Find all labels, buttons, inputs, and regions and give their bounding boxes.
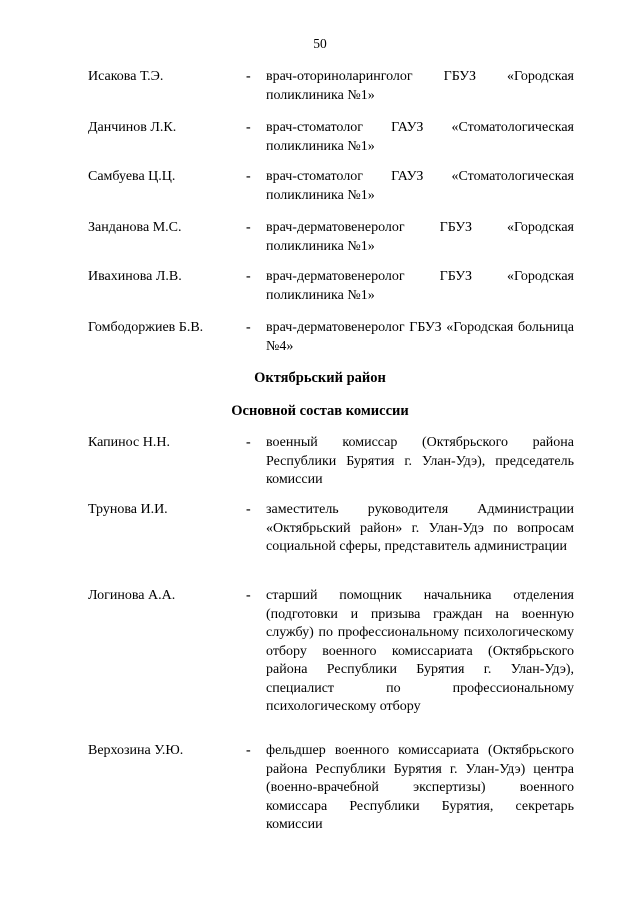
member-name: Трунова И.И.: [88, 502, 168, 517]
list-item: [88, 219, 574, 256]
list-item: [88, 587, 574, 717]
member-position: старший помощник начальника отделения (подготовки и призыва граждан на военную службу) по профессиональному психологическому отбору военного комиссариата (Октябрьского района Республики Бурятия г. Улан-Удэ), специалист по профессиональному психологическому отбору: [266, 588, 574, 714]
dash-separator: -: [246, 435, 251, 450]
member-name: Логинова А.А.: [88, 588, 176, 603]
member-name: Данчинов Л.К.: [88, 120, 177, 135]
member-position: врач-стоматолог ГАУЗ «Стоматологическая поликлиника №1»: [266, 120, 574, 154]
list-item: [88, 68, 574, 105]
member-name: Капинос Н.Н.: [88, 435, 170, 450]
list-item: [88, 168, 574, 205]
member-position: фельдшер военного комиссариата (Октябрьского района Республики Бурятия г. Улан-Удэ) центра (военно-врачебной экспертизы) военного комиссара Республики Бурятия, секретарь комиссии: [266, 743, 574, 832]
dash-separator: -: [246, 120, 251, 135]
list-item: [88, 434, 574, 490]
dash-separator: -: [246, 220, 251, 235]
member-position: военный комиссар (Октябрьского района Республики Бурятия г. Улан-Удэ), председатель комиссии: [266, 435, 574, 487]
page-number: 50: [313, 36, 327, 51]
member-position: врач-оториноларинголог ГБУЗ «Городская поликлиника №1»: [266, 69, 574, 103]
dash-separator: -: [246, 269, 251, 284]
list-item: [88, 501, 574, 557]
member-name: Верхозина У.Ю.: [88, 743, 184, 758]
list-item: [88, 119, 574, 156]
section-heading: Основной состав комиссии: [231, 403, 409, 419]
member-position: врач-дерматовенеролог ГБУЗ «Городская поликлиника №1»: [266, 269, 574, 303]
dash-separator: -: [246, 588, 251, 603]
dash-separator: -: [246, 169, 251, 184]
member-name: Самбуева Ц.Ц.: [88, 169, 176, 184]
list-item: [88, 319, 574, 356]
member-position: заместитель руководителя Администрации «Октябрьский район» г. Улан-Удэ по вопросам социальной сферы, представитель администрации: [266, 502, 574, 554]
dash-separator: -: [246, 502, 251, 517]
member-position: врач-дерматовенеролог ГБУЗ «Городская больница №4»: [266, 320, 574, 354]
member-name: Гомбодоржиев Б.В.: [88, 320, 204, 335]
list-item: [88, 742, 574, 835]
member-name: Исакова Т.Э.: [88, 69, 164, 84]
member-name: Ивахинова Л.В.: [88, 269, 182, 284]
member-name: Занданова М.С.: [88, 220, 182, 235]
member-position: врач-дерматовенеролог ГБУЗ «Городская поликлиника №1»: [266, 220, 574, 254]
district-heading: Октябрьский район: [254, 370, 386, 386]
member-position: врач-стоматолог ГАУЗ «Стоматологическая поликлиника №1»: [266, 169, 574, 203]
list-item: [88, 268, 574, 305]
dash-separator: -: [246, 320, 251, 335]
dash-separator: -: [246, 743, 251, 758]
dash-separator: -: [246, 69, 251, 84]
